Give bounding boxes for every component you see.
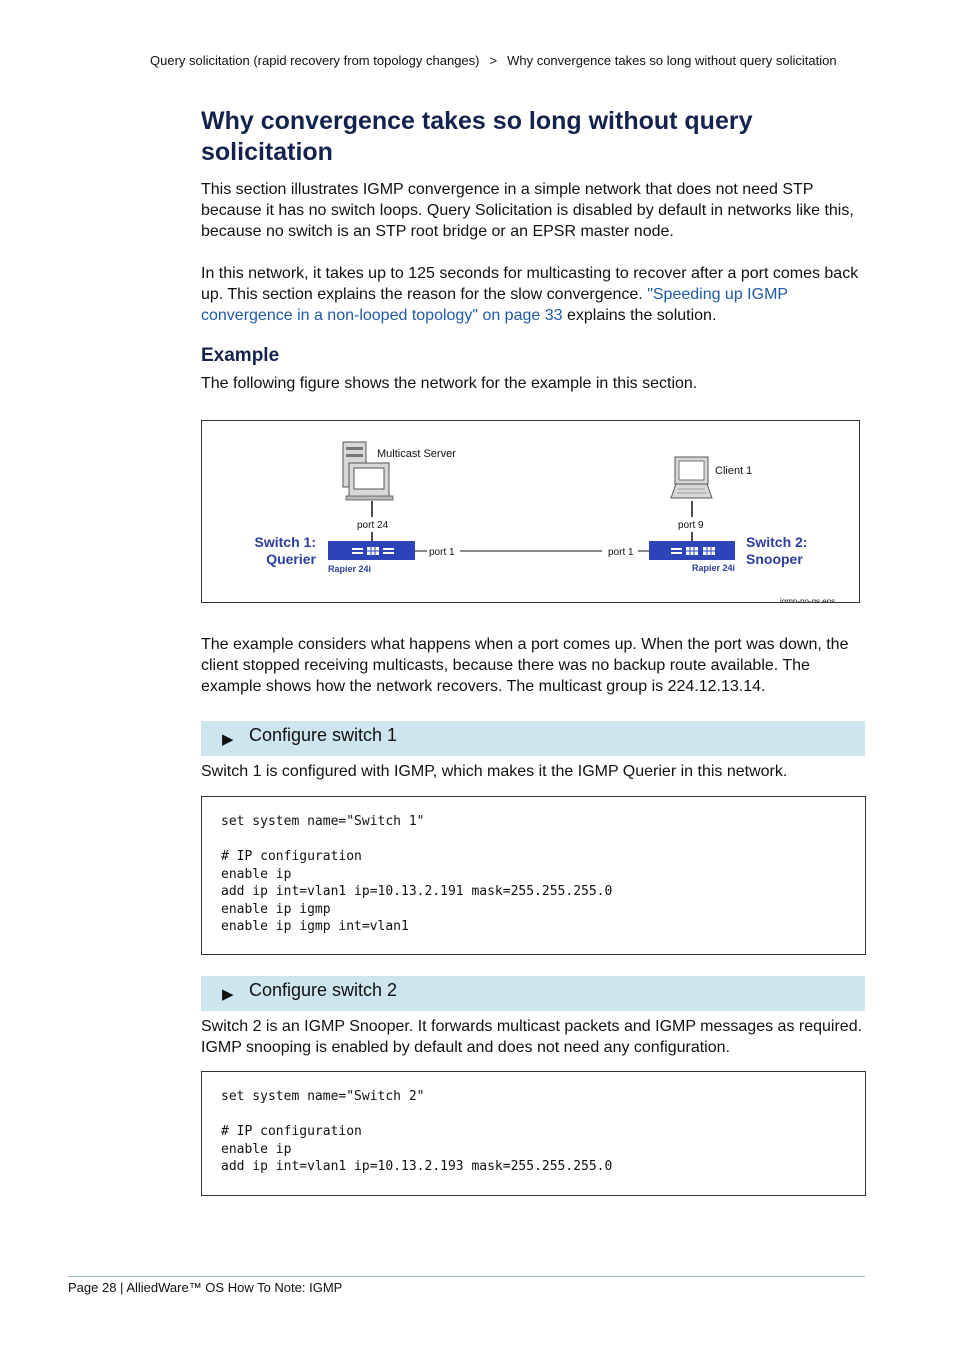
intro-paragraph: This section illustrates IGMP convergence in a simple network that does not need STP because it has no switch loops. Query Solicitation is disabled by default in networks like this, because no switch is an STP root bridge or an EPSR master node.: [201, 181, 854, 240]
convergence-paragraph: [201, 263, 865, 326]
switch2-icon: [649, 541, 735, 560]
network-diagram: [202, 421, 859, 602]
switch2-model-label: Rapier 24i: [691, 563, 735, 573]
breadcrumb-current: Why convergence takes so long without query solicitation: [507, 53, 837, 68]
configure-switch2-banner: [201, 976, 865, 1011]
switch2-code: set system name="Switch 2" # IP configuration enable ip add ip int=vlan1 ip=10.13.2.193 mask=255.255.255.0: [221, 1089, 613, 1174]
server-label: Multicast Server: [377, 448, 456, 460]
paragraph-text-after-link: explains the solution.: [562, 307, 717, 324]
speeding-up-igmp-link[interactable]: "Speeding up IGMP convergence in a non-looped topology" on page 33: [201, 286, 788, 324]
switch1-icon: [328, 541, 415, 560]
breadcrumb-separator: >: [489, 53, 498, 68]
switch2-name-label: Switch 2:: [746, 534, 808, 550]
switch1-model-label: Rapier 24i: [328, 564, 372, 574]
example-intro: The following figure shows the network for the example in this section.: [201, 375, 698, 392]
footer-divider: [68, 1276, 865, 1277]
switch1-description: Switch 1 is configured with IGMP, which makes it the IGMP Querier in this network.: [201, 763, 788, 780]
switch1-name-label: Switch 1:: [254, 534, 316, 550]
example-heading: Example: [201, 345, 280, 366]
switch2-link-port-label: port 1: [608, 547, 634, 558]
page-footer: Page 28 | AlliedWare™ OS How To Note: IGMP: [68, 1280, 343, 1295]
network-figure: [201, 420, 860, 603]
switch2-up-port-label: port 9: [678, 520, 704, 531]
breadcrumb: [150, 53, 864, 68]
switch2-code-block: [201, 1071, 866, 1196]
triangle-right-icon: ▶: [222, 986, 234, 1003]
configure-switch1-banner: [201, 721, 865, 756]
switch1-role-label: Querier: [266, 551, 316, 567]
figure-file-name: igmp-no-qs.eps: [780, 597, 836, 602]
client-label: Client 1: [715, 465, 753, 477]
page-title: Why convergence takes so long without query solicitation: [201, 107, 753, 166]
laptop-icon: [671, 457, 712, 498]
switch2-role-label: Snooper: [746, 551, 803, 567]
switch2-description: Switch 2 is an IGMP Snooper. It forwards multicast packets and IGMP messages as required. IGMP snooping is enabled by default and does not need any configuration.: [201, 1018, 863, 1056]
switch1-up-port-label: port 24: [357, 520, 389, 531]
configure-switch2-heading: Configure switch 2: [249, 980, 398, 1000]
switch1-code: set system name="Switch 1" # IP configuration enable ip add ip int=vlan1 ip=10.13.2.191 mask=255.255.255.0 enable ip igmp enable ip igmp int=vlan1: [221, 814, 613, 934]
configure-switch1-heading: Configure switch 1: [249, 725, 398, 745]
switch1-link-port-label: port 1: [429, 547, 455, 558]
breadcrumb-parent[interactable]: Query solicitation (rapid recovery from topology changes): [150, 53, 480, 68]
paragraph-text-before-link: In this network, it takes up to 125 seconds for multicasting to recover after a port comes back up. This section explains the reason for the slow convergence.: [201, 265, 859, 303]
switch1-code-block: [201, 796, 866, 955]
example-description: The example considers what happens when a port comes up. When the port was down, the client stopped receiving multicasts, because there was no backup route available. The example shows how the network recovers. The multicast group is 224.12.13.14.: [201, 636, 849, 695]
triangle-right-icon: ▶: [222, 731, 234, 748]
